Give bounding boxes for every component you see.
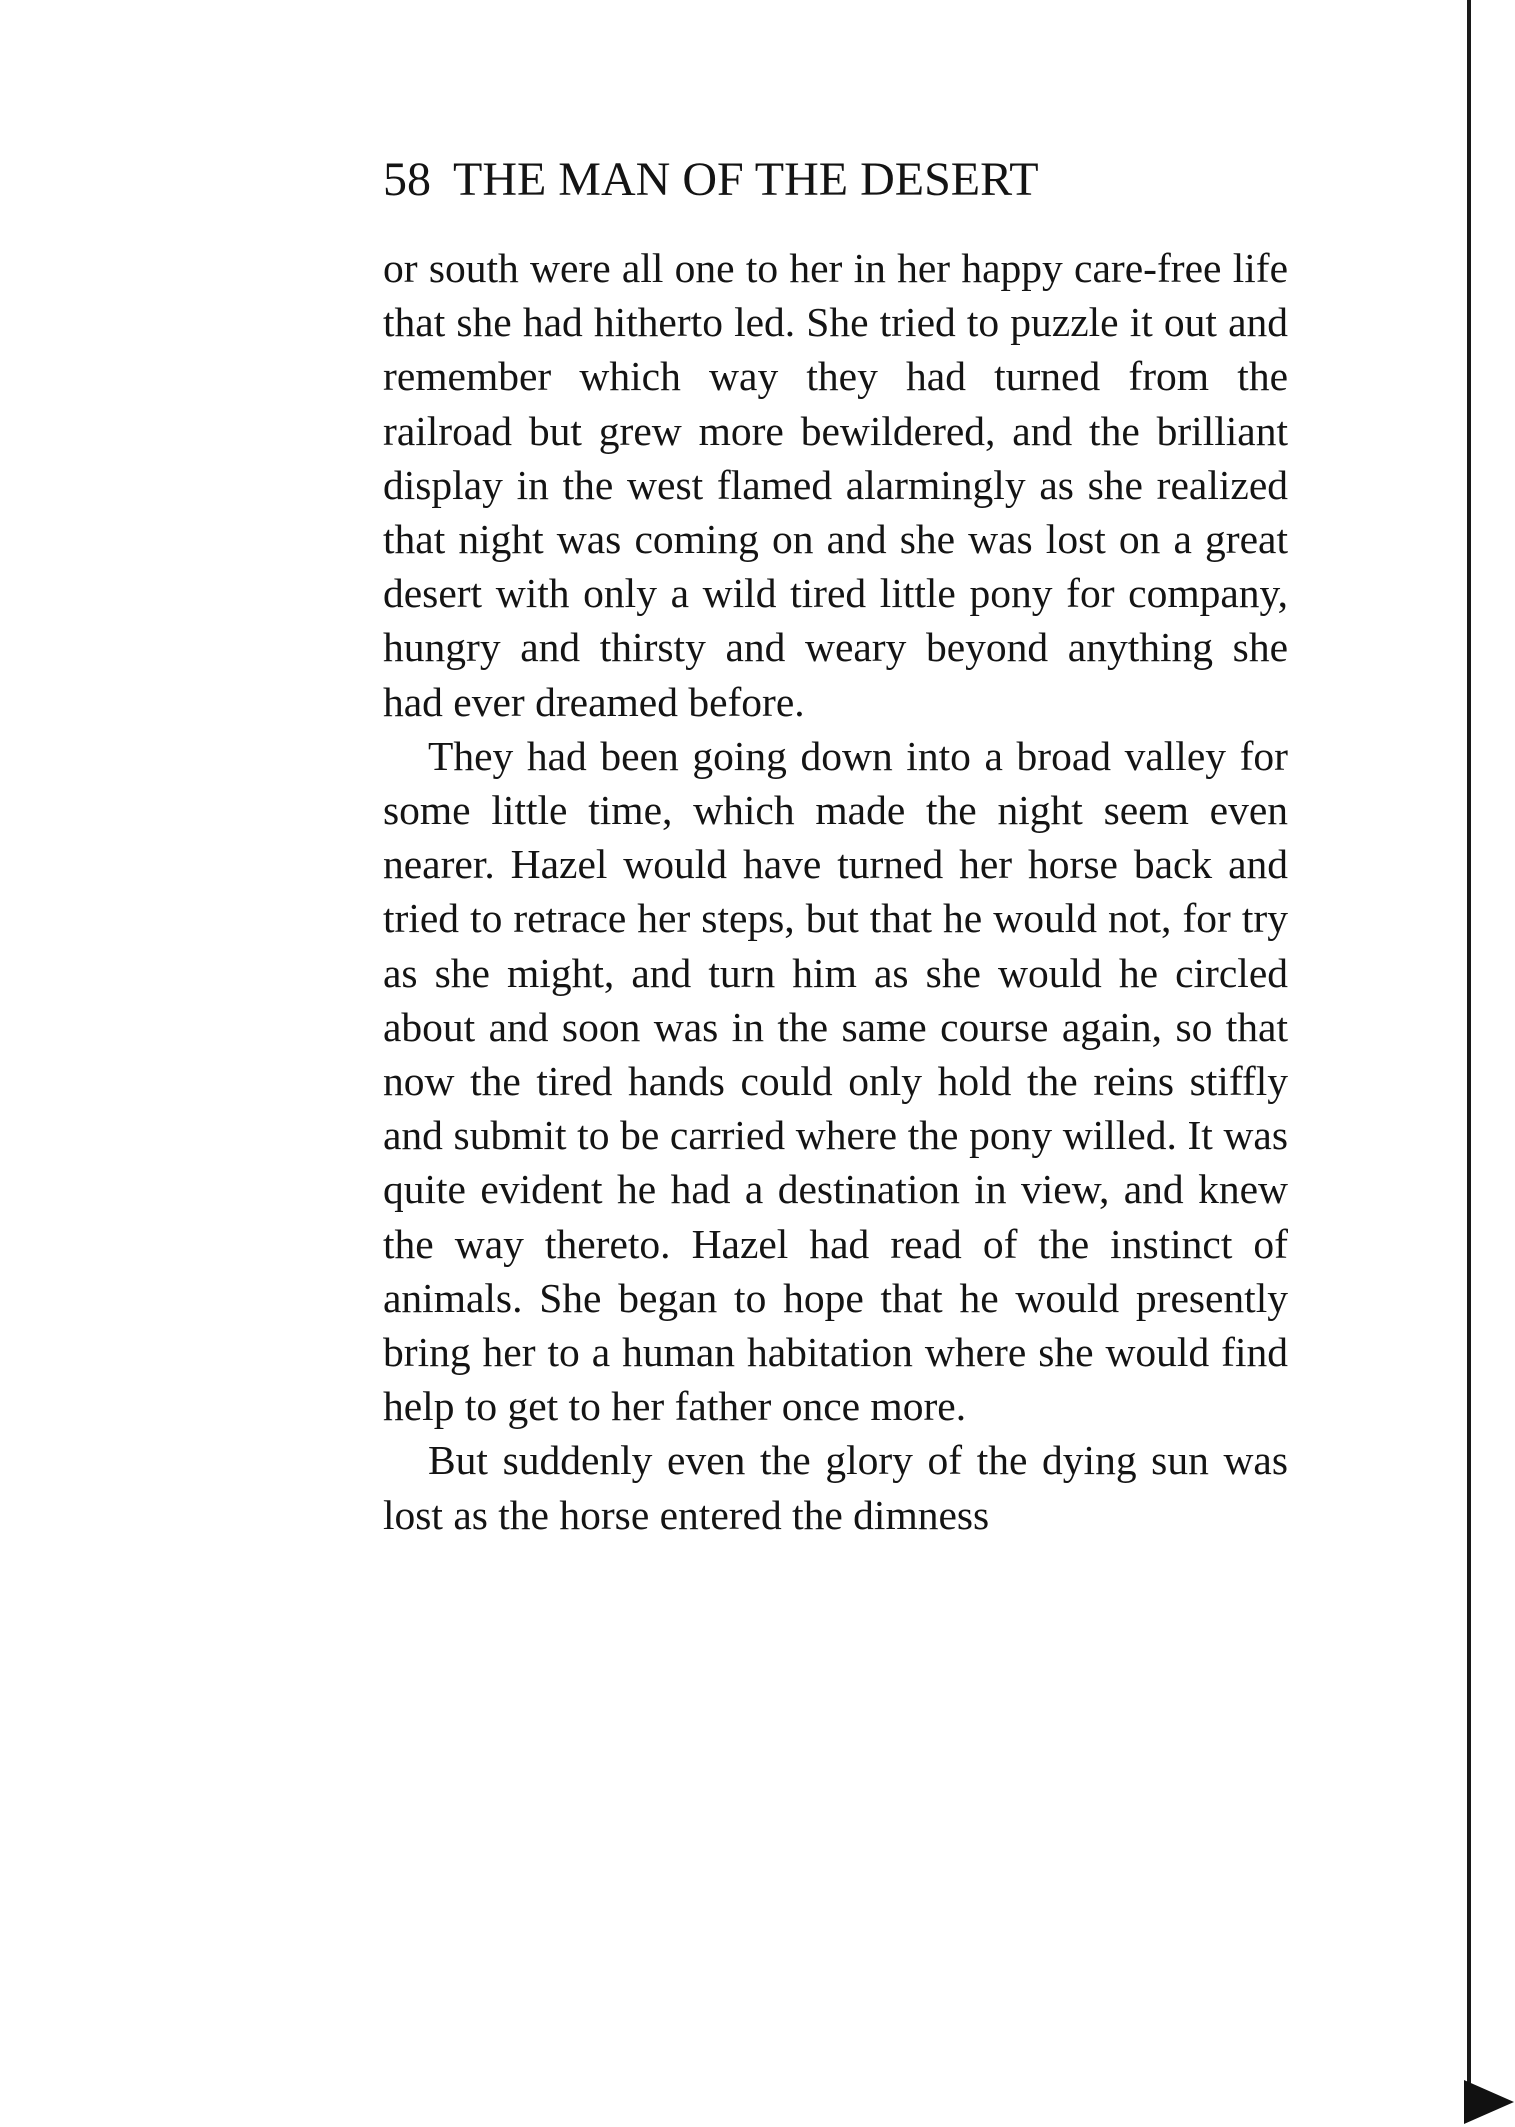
paragraph-1: or south were all one to her in her happy care-free life that she had hitherto led. She tried to puzzle it out and remember which way they had turned from the railroad but grew more bewildered, and the brilliant display in the west flamed alarmingly as she realized that night was coming on and she was lost on a great desert with only a wild tired little pony for company, hungry and thirsty and weary beyond anything she had ever dreamed before. <box>383 245 1288 725</box>
running-title: THE MAN OF THE DESERT <box>453 153 1039 206</box>
paragraph-2: They had been going down into a broad valley for some little time, which made the night seem even nearer. Hazel would have turned her horse back and tried to retrace her steps, but that he would not, for try as she might, and turn him as she would he circled about and soon was in the same course again, so that now the tired hands could only hold the reins stiffly and submit to be carried where the pony willed. It was quite evident he had a destination in view, and knew the way thereto. Hazel had read of the instinct of animals. She began to hope that he would presently bring her to a human habitation where she would find help to get to her father once more. <box>383 732 1288 1430</box>
paragraph-3: But suddenly even the glory of the dying sun was lost as the horse entered the dimness <box>383 1437 1288 1538</box>
page-edge-line <box>1467 0 1471 2085</box>
page-number: 58 <box>383 153 431 206</box>
running-header <box>383 150 1183 210</box>
body-text <box>383 241 1288 1542</box>
page-corner-arrow-icon <box>1464 2080 1514 2124</box>
